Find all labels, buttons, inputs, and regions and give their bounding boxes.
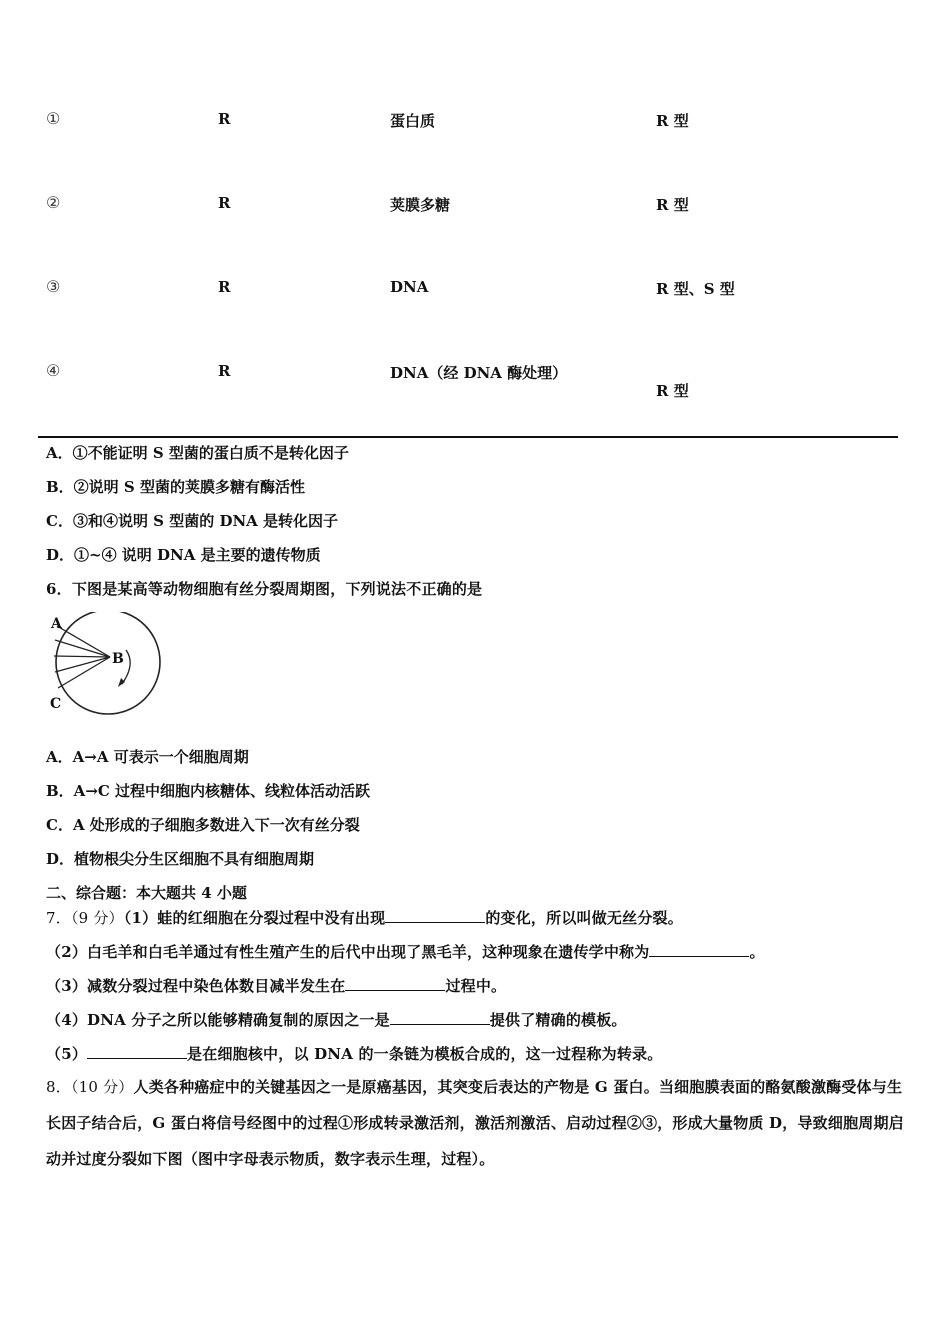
q7-part5-b: 是在细胞核中，以 DNA 的一条链为模板合成的，这一过程称为转录。 bbox=[187, 1045, 663, 1063]
q7-blank-1[interactable] bbox=[385, 908, 485, 923]
row-4-result: R 型 bbox=[656, 382, 689, 400]
q6-option-a: A．A→A 可表示一个细胞周期 bbox=[46, 748, 249, 766]
q7-number: 7．（9 分） bbox=[46, 909, 124, 927]
q5-option-c: C．③和④说明 S 型菌的 DNA 是转化因子 bbox=[46, 512, 339, 530]
table-bottom-rule bbox=[38, 436, 898, 438]
q7-part4-a: （4）DNA 分子之所以能够精确复制的原因之一是 bbox=[46, 1011, 390, 1029]
cycle-circle bbox=[56, 612, 160, 714]
q6-option-b: B．A→C 过程中细胞内核糖体、线粒体活动活跃 bbox=[46, 782, 371, 800]
row-3-substance: DNA bbox=[390, 278, 429, 296]
label-c: C bbox=[50, 696, 62, 712]
row-4-strain: R bbox=[218, 362, 231, 380]
q7-part5-a: （5） bbox=[46, 1045, 88, 1063]
label-a: A bbox=[51, 616, 62, 632]
row-3-result: R 型、S 型 bbox=[656, 280, 735, 298]
q7-part1-b: 的变化，所以叫做无丝分裂。 bbox=[485, 909, 683, 927]
q7-part2-a: （2）白毛羊和白毛羊通过有性生殖产生的后代中出现了黑毛羊，这种现象在遗传学中称为 bbox=[46, 943, 650, 961]
row-2-substance: 荚膜多糖 bbox=[390, 196, 451, 214]
q5-option-b: B．②说明 S 型菌的荚膜多糖有酶活性 bbox=[46, 478, 305, 496]
row-3-strain: R bbox=[218, 278, 231, 296]
row-4-substance: DNA（经 DNA 酶处理） bbox=[390, 364, 568, 382]
q8-text: 人类各种癌症中的关键基因之一是原癌基因，其突变后表达的产物是 G 蛋白。当细胞膜表面的酪氨酸激酶受体与生长因子结合后，G 蛋白将信号经图中的过程①形成转录激活剂，激活剂激活、启动过程②③，形成大量物质 D，导致细胞周期启动并过度分裂如下图（图中字母表示物质，数字表示生理，过程）。 bbox=[46, 1078, 904, 1168]
q7-blank-5[interactable] bbox=[87, 1044, 187, 1059]
q7-part3-b: 过程中。 bbox=[445, 977, 507, 995]
q7-line-3 bbox=[46, 975, 506, 996]
section-heading: 二、综合题：本大题共 4 小题 bbox=[46, 884, 247, 902]
row-4-number: ④ bbox=[46, 361, 61, 380]
q6-option-c: C．A 处形成的子细胞多数进入下一次有丝分裂 bbox=[46, 816, 360, 834]
q7-line-5 bbox=[46, 1043, 662, 1064]
row-3-number: ③ bbox=[46, 277, 61, 296]
row-1-strain: R bbox=[218, 110, 231, 128]
q7-blank-2[interactable] bbox=[649, 942, 749, 957]
q8-paragraph bbox=[46, 1069, 906, 1177]
q7-part2-b: 。 bbox=[749, 943, 765, 961]
row-1-result: R 型 bbox=[656, 112, 689, 130]
row-1-substance: 蛋白质 bbox=[390, 112, 436, 130]
q6-stem: 6．下图是某高等动物细胞有丝分裂周期图，下列说法不正确的是 bbox=[46, 580, 483, 598]
row-2-number: ② bbox=[46, 193, 61, 212]
arrow-head-icon bbox=[118, 678, 125, 687]
q8-number: 8．（10 分） bbox=[46, 1078, 134, 1096]
q7-part4-b: 提供了精确的模板。 bbox=[489, 1011, 627, 1029]
cell-cycle-figure bbox=[44, 612, 168, 716]
label-b: B bbox=[112, 651, 124, 667]
q7-blank-3[interactable] bbox=[345, 976, 445, 991]
row-2-result: R 型 bbox=[656, 196, 689, 214]
q7-part1-a: （1）蛙的红细胞在分裂过程中没有出现 bbox=[123, 909, 386, 927]
q7-line-1 bbox=[46, 907, 683, 928]
row-2-strain: R bbox=[218, 194, 231, 212]
q6-option-d: D．植物根尖分生区细胞不具有细胞周期 bbox=[46, 850, 315, 868]
row-1-number: ① bbox=[46, 109, 61, 128]
cycle-radial-lines bbox=[54, 626, 110, 688]
q5-option-a: A．①不能证明 S 型菌的蛋白质不是转化因子 bbox=[46, 444, 349, 462]
q7-part3-a: （3）减数分裂过程中染色体数目减半发生在 bbox=[46, 977, 346, 995]
q7-line-4 bbox=[46, 1009, 627, 1030]
q5-option-d: D．①~④ 说明 DNA 是主要的遗传物质 bbox=[46, 546, 321, 564]
q7-blank-4[interactable] bbox=[390, 1010, 490, 1025]
q7-line-2 bbox=[46, 941, 765, 962]
